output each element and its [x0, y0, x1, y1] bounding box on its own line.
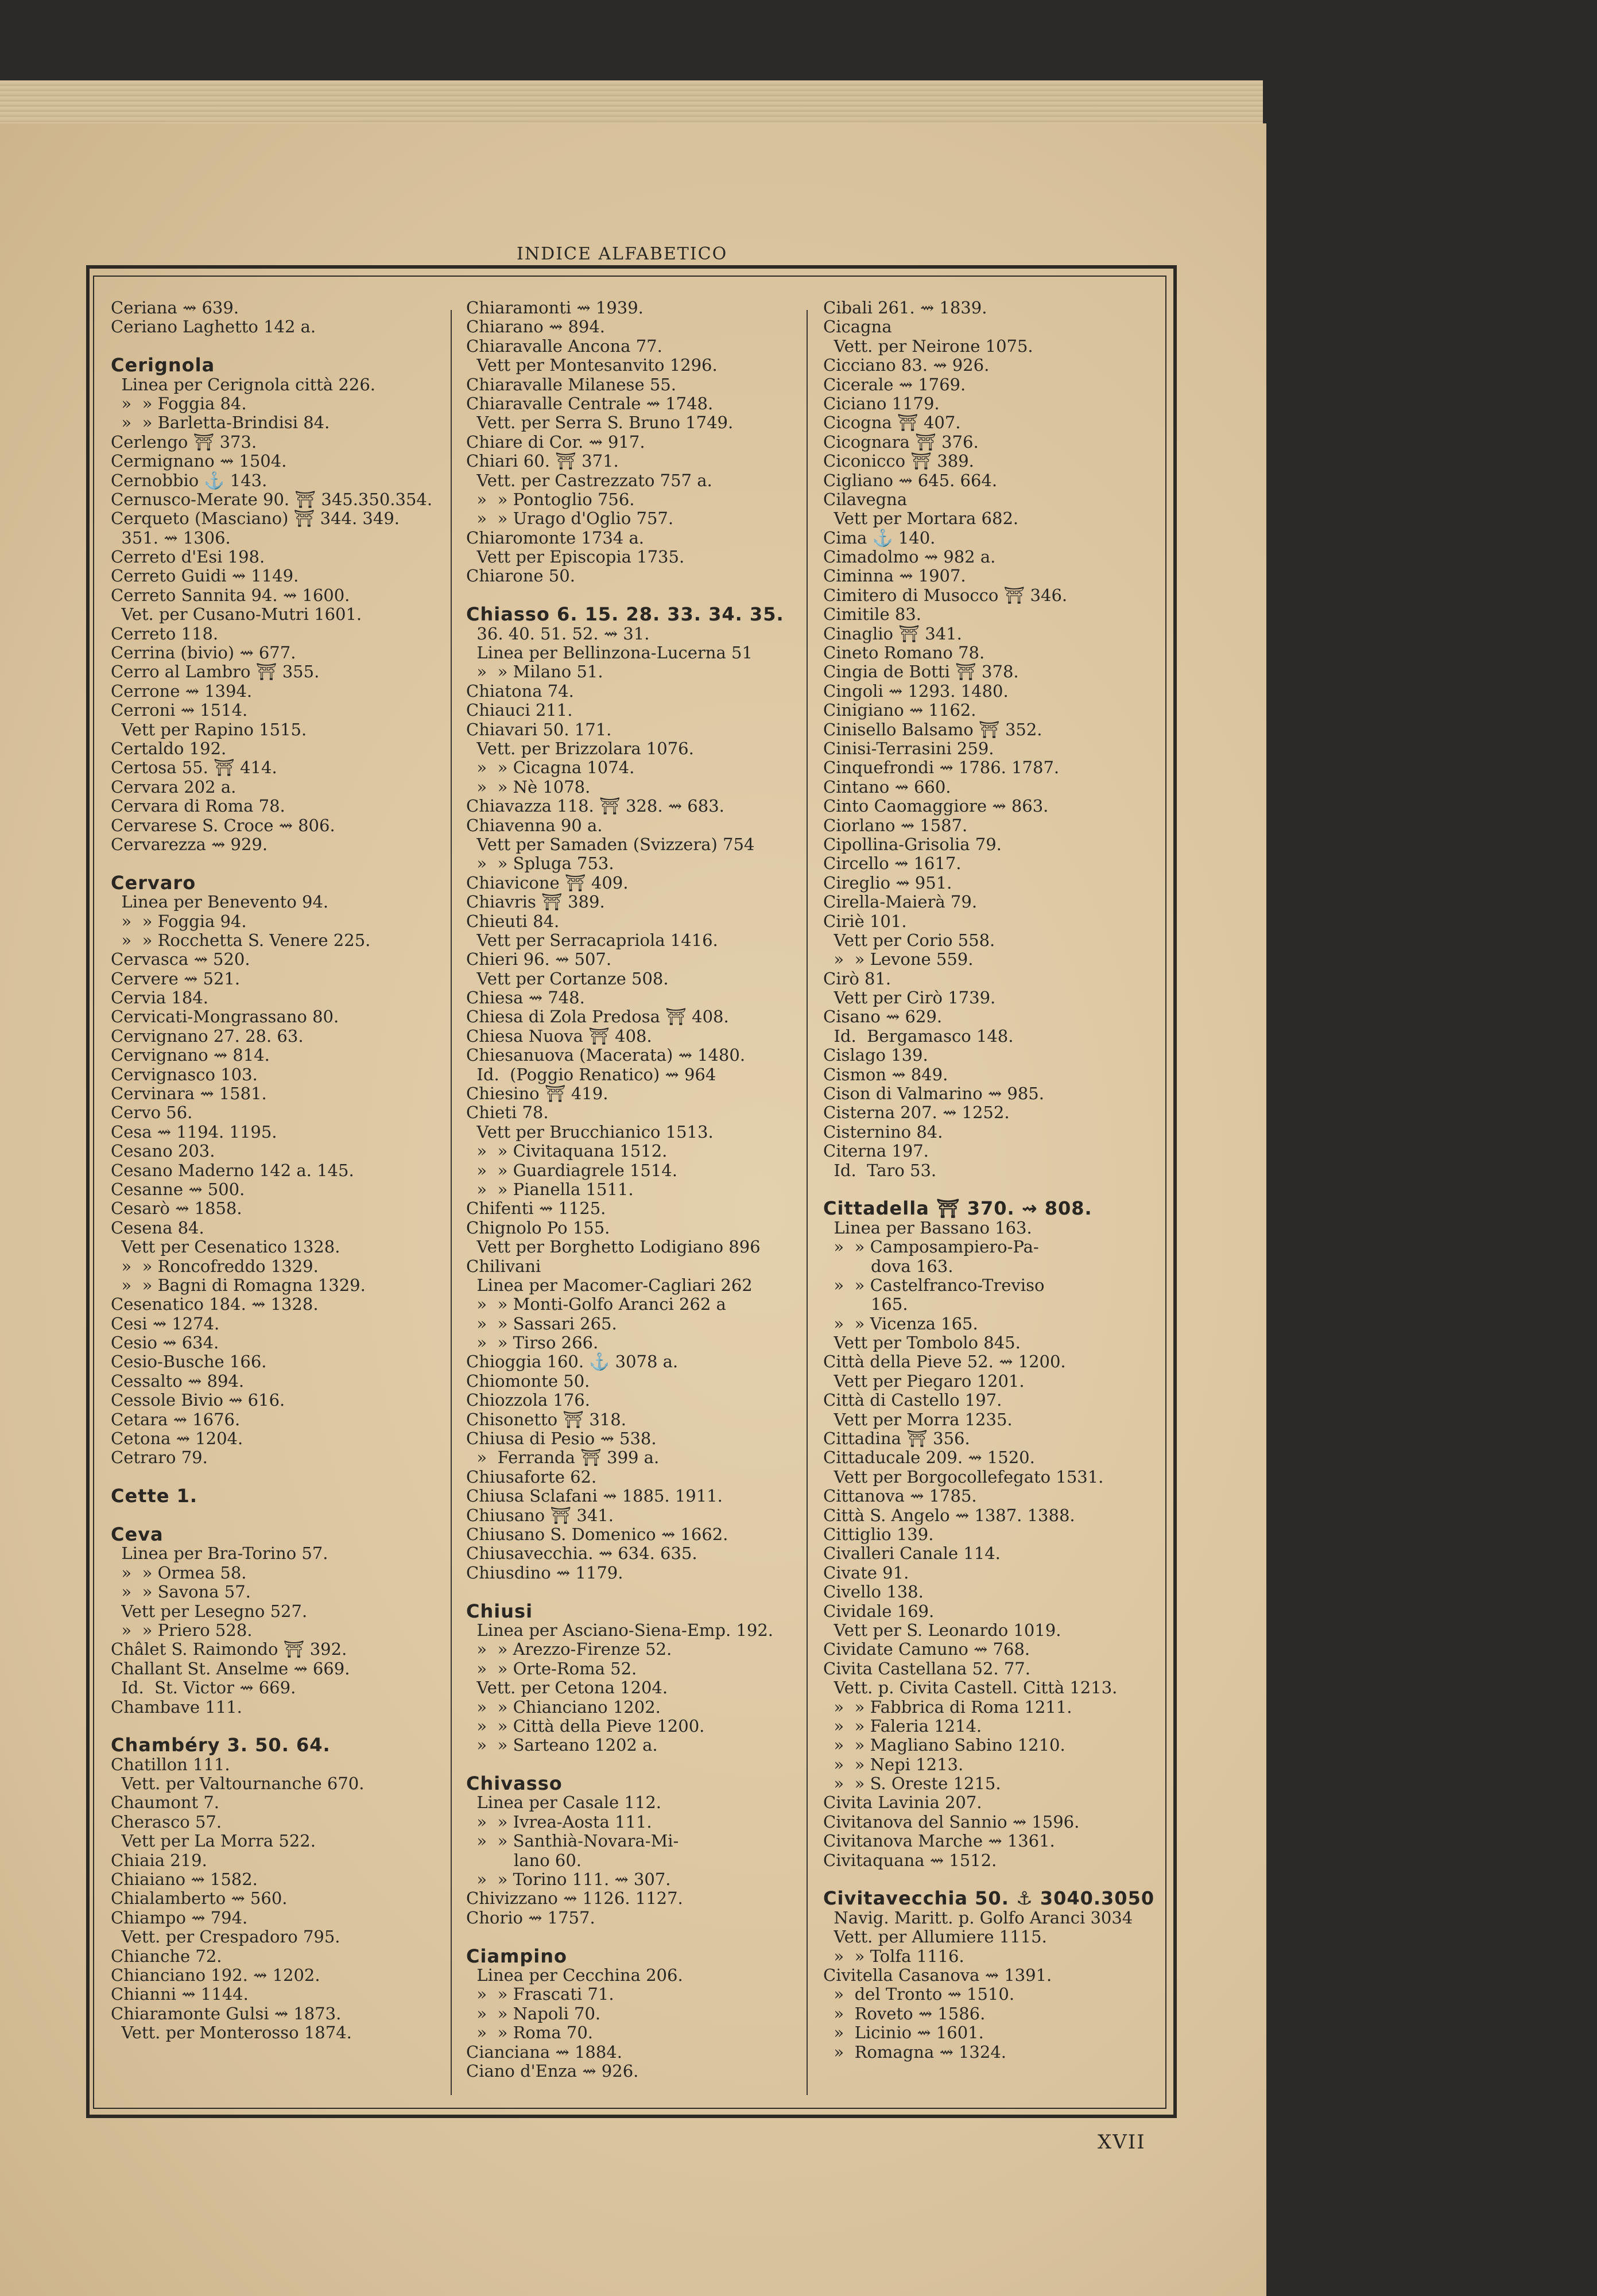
- index-entry: Chiusa di Pesio ⇝ 538.: [466, 1429, 657, 1449]
- index-entry: » » Pianella 1511.: [466, 1179, 634, 1199]
- index-entry: Civitella Casanova ⇝ 1391.: [823, 1965, 1052, 1985]
- index-entry: Civita Castellana 52. 77.: [823, 1658, 1030, 1678]
- index-entry: Chiusano ⛩ 341.: [466, 1505, 614, 1525]
- index-entry: Chieuti 84.: [466, 911, 560, 931]
- index-entry: Cimitile 83.: [823, 604, 921, 625]
- index-entry: Cesanne ⇝ 500.: [111, 1179, 245, 1199]
- index-entry: » Licinio ⇝ 1601.: [823, 2023, 984, 2043]
- index-entry: Cingia de Botti ⛩ 378.: [823, 662, 1019, 682]
- index-entry: Cerreto d'Esi 198.: [111, 547, 265, 567]
- index-entry: Civello 138.: [823, 1582, 924, 1602]
- spacer: [466, 1755, 811, 1774]
- index-entry: 36. 40. 51. 52. ⇝ 31.: [466, 623, 650, 643]
- index-entry: Vett. per Cetona 1204.: [466, 1678, 668, 1698]
- index-entry: Cerroni ⇝ 1514.: [111, 700, 248, 720]
- index-entry: Cisterna 207. ⇝ 1252.: [823, 1103, 1010, 1123]
- index-entry: Linea per Asciano-Siena-Emp. 192.: [466, 1620, 773, 1640]
- index-entry: Chiusaforte 62.: [466, 1467, 597, 1487]
- index-entry: dova 163.: [823, 1256, 953, 1276]
- index-entry: Chiesa Nuova ⛩ 408.: [466, 1026, 652, 1046]
- index-entry: Chisonetto ⛩ 318.: [466, 1409, 626, 1429]
- index-entry: Challant St. Anselme ⇝ 669.: [111, 1658, 350, 1678]
- index-entry: Chiare di Cor. ⇝ 917.: [466, 432, 645, 452]
- index-entry: » » Priero 528.: [111, 1620, 253, 1640]
- spacer: [466, 1927, 811, 1946]
- index-entry: Civate 91.: [823, 1562, 909, 1583]
- index-entry: Cilavegna: [823, 489, 908, 509]
- index-entry: Vett per Morra 1235.: [823, 1409, 1013, 1429]
- index-entry: Cividate Camuno ⇝ 768.: [823, 1639, 1030, 1659]
- index-entry: » del Tronto ⇝ 1510.: [823, 1984, 1015, 2004]
- index-entry: Chieri 96. ⇝ 507.: [466, 949, 612, 969]
- index-entry: Chivizzano ⇝ 1126. 1127.: [466, 1888, 683, 1909]
- index-entry: » » Fabbrica di Roma 1211.: [823, 1697, 1072, 1717]
- index-entry: Cervinara ⇝ 1581.: [111, 1084, 267, 1104]
- index-entry: Vett. per Allumiere 1115.: [823, 1927, 1047, 1947]
- index-entry: Cetona ⇝ 1204.: [111, 1429, 243, 1449]
- index-entry: Vett per Borgocollefegato 1531.: [823, 1467, 1104, 1487]
- index-entry: Linea per Macomer-Cagliari 262: [466, 1275, 753, 1295]
- index-entry: Cesenatico 184. ⇝ 1328.: [111, 1294, 319, 1314]
- index-entry: Cernobbio ⚓ 143.: [111, 470, 268, 490]
- index-entry: » » Sarteano 1202 a.: [466, 1735, 658, 1755]
- index-entry: Circello ⇝ 1617.: [823, 854, 962, 874]
- index-entry: Cervo 56.: [111, 1103, 193, 1123]
- index-entry: Ciorlano ⇝ 1587.: [823, 815, 968, 835]
- index-heading: Chivasso: [466, 1773, 563, 1795]
- index-entry: Chiusdino ⇝ 1179.: [466, 1562, 623, 1583]
- index-entry: Chiaravalle Milanese 55.: [466, 374, 676, 394]
- index-entry: Linea per Cerignola città 226.: [111, 374, 375, 394]
- index-heading: Cerignola: [111, 354, 215, 377]
- index-entry: Cervia 184.: [111, 988, 208, 1008]
- index-entry: Vett per Cesenatico 1328.: [111, 1237, 340, 1257]
- index-entry: » » Levone 559.: [823, 949, 974, 969]
- index-entry: Chignolo Po 155.: [466, 1217, 610, 1238]
- index-entry: Chiari 60. ⛩ 371.: [466, 451, 619, 471]
- index-entry: » » Nepi 1213.: [823, 1754, 964, 1774]
- index-entry: Ciconicco ⛩ 389.: [823, 451, 974, 471]
- index-entry: » » Tolfa 1116.: [823, 1946, 964, 1966]
- index-entry: Cittanova ⇝ 1785.: [823, 1486, 977, 1506]
- index-entry: Cetara ⇝ 1676.: [111, 1409, 241, 1429]
- index-entry: Cervignasco 103.: [111, 1064, 258, 1084]
- index-entry: Cittadina ⛩ 356.: [823, 1429, 970, 1449]
- index-entry: Cintano ⇝ 660.: [823, 777, 951, 797]
- index-entry: Certaldo 192.: [111, 738, 227, 758]
- index-entry: Cesa ⇝ 1194. 1195.: [111, 1122, 277, 1142]
- index-entry: Cherasco 57.: [111, 1812, 222, 1832]
- index-entry: » » Santhià-Novara-Mi-: [466, 1831, 679, 1851]
- index-entry: Id. Bergamasco 148.: [823, 1026, 1014, 1046]
- spacer: [111, 854, 455, 873]
- index-entry: » » Tirso 266.: [466, 1333, 599, 1353]
- index-entry: Cicagna: [823, 317, 892, 337]
- index-entry: » » Napoli 70.: [466, 2003, 601, 2023]
- index-entry: Cerrina (bivio) ⇝ 677.: [111, 643, 296, 663]
- index-entry: Cerreto Guidi ⇝ 1149.: [111, 566, 299, 586]
- index-entry: Vett per Episcopia 1735.: [466, 547, 685, 567]
- index-entry: Vett per Samaden (Svizzera) 754: [466, 834, 755, 854]
- index-entry: » » Urago d'Oglio 757.: [466, 509, 674, 529]
- index-entry: Chiaiano ⇝ 1582.: [111, 1870, 258, 1890]
- index-entry: Chiavenna 90 a.: [466, 815, 603, 835]
- index-entry: Ceriano Laghetto 142 a.: [111, 317, 316, 337]
- index-entry: » » Foggia 94.: [111, 911, 247, 931]
- index-entry: Cineto Romano 78.: [823, 643, 985, 663]
- index-heading: Cittadella ⛩ 370. ⇝ 808.: [823, 1197, 1092, 1220]
- index-entry: » Roveto ⇝ 1586.: [823, 2003, 986, 2023]
- index-entry: Cerlengo ⛩ 373.: [111, 432, 257, 452]
- index-entry: Ciano d'Enza ⇝ 926.: [466, 2061, 639, 2081]
- index-entry: » » Chianciano 1202.: [466, 1697, 661, 1717]
- index-entry: Cesarò ⇝ 1858.: [111, 1199, 242, 1219]
- index-entry: Cesi ⇝ 1274.: [111, 1313, 220, 1333]
- index-entry: Linea per Casale 112.: [466, 1793, 661, 1813]
- index-entry: Ceriana ⇝ 639.: [111, 298, 239, 317]
- index-entry: Ciciano 1179.: [823, 393, 940, 413]
- index-entry: Cibali 261. ⇝ 1839.: [823, 298, 987, 317]
- index-entry: Vett. per Neirone 1075.: [823, 336, 1033, 356]
- index-heading: Cervaro: [111, 871, 196, 894]
- index-heading: Chambéry 3. 50. 64.: [111, 1734, 331, 1756]
- index-entry: » » Vicenza 165.: [823, 1313, 978, 1333]
- index-entry: » » Faleria 1214.: [823, 1716, 982, 1736]
- index-heading: Chiusi: [466, 1600, 533, 1622]
- index-entry: » » Rocchetta S. Venere 225.: [111, 930, 371, 950]
- index-entry: Cirò 81.: [823, 968, 891, 988]
- index-entry: Vett per Tombolo 845.: [823, 1333, 1021, 1353]
- index-heading: Chiasso 6. 15. 28. 33. 34. 35.: [466, 603, 784, 626]
- spacer: [111, 1506, 455, 1525]
- index-entry: » » Arezzo-Firenze 52.: [466, 1639, 672, 1659]
- index-entry: Vett per Rapino 1515.: [111, 719, 307, 739]
- index-entry: Cervasca ⇝ 520.: [111, 949, 250, 969]
- index-entry: Chiusa Sclafani ⇝ 1885. 1911.: [466, 1486, 723, 1506]
- index-entry: Vett per Serracapriola 1416.: [466, 930, 718, 950]
- index-entry: Cinisi-Terrasini 259.: [823, 738, 994, 758]
- index-entry: Cervignano ⇝ 814.: [111, 1045, 270, 1065]
- index-entry: Cittiglio 139.: [823, 1525, 934, 1544]
- index-entry: Chiaia 219.: [111, 1850, 207, 1870]
- index-entry: » » Monti-Golfo Aranci 262 a: [466, 1294, 726, 1314]
- index-entry: » Romagna ⇝ 1324.: [823, 2042, 1006, 2062]
- index-entry: » » Pontoglio 756.: [466, 489, 635, 509]
- page-number: XVII: [1098, 2131, 1146, 2154]
- index-entry: Id. St. Victor ⇝ 669.: [111, 1678, 296, 1698]
- index-entry: Chianciano 192. ⇝ 1202.: [111, 1965, 320, 1985]
- index-entry: » Ferranda ⛩ 399 a.: [466, 1448, 660, 1468]
- index-entry: Cianciana ⇝ 1884.: [466, 2042, 622, 2062]
- index-entry: » » Spluga 753.: [466, 854, 614, 874]
- spacer: [823, 1870, 1168, 1889]
- index-entry: Linea per Bassano 163.: [823, 1217, 1032, 1238]
- index-entry: » » Bagni di Romagna 1329.: [111, 1275, 366, 1295]
- index-entry: Cipollina-Grisolia 79.: [823, 834, 1002, 854]
- index-entry: » » Torino 111. ⇝ 307.: [466, 1870, 671, 1890]
- index-entry: Cerreto 118.: [111, 623, 219, 643]
- index-entry: Cimitero di Musocco ⛩ 346.: [823, 585, 1068, 605]
- index-entry: Civitanova Marche ⇝ 1361.: [823, 1831, 1055, 1851]
- index-entry: Vett per Lesegno 527.: [111, 1601, 308, 1621]
- index-entry: Chiatona 74.: [466, 681, 574, 701]
- index-entry: Città di Castello 197.: [823, 1390, 1002, 1410]
- index-entry: Vett per Montesanvito 1296.: [466, 355, 718, 375]
- index-entry: Chilivani: [466, 1256, 541, 1276]
- index-entry: Cicognara ⛩ 376.: [823, 432, 979, 452]
- index-entry: » » Ormea 58.: [111, 1562, 247, 1583]
- index-entry: Vett per Cortanze 508.: [466, 968, 669, 988]
- index-entry: Chianni ⇝ 1144.: [111, 1984, 249, 2004]
- index-column-2: [466, 298, 811, 2081]
- index-entry: Chiesanuova (Macerata) ⇝ 1480.: [466, 1045, 746, 1065]
- index-entry: Cinto Caomaggiore ⇝ 863.: [823, 796, 1049, 816]
- index-entry: » » Sassari 265.: [466, 1313, 617, 1333]
- index-entry: Chianche 72.: [111, 1946, 222, 1966]
- index-entry: Chioggia 160. ⚓ 3078 a.: [466, 1352, 679, 1372]
- index-entry: Vett per Corio 558.: [823, 930, 995, 950]
- index-entry: Cison di Valmarino ⇝ 985.: [823, 1084, 1044, 1104]
- index-entry: Id. Taro 53.: [823, 1160, 937, 1180]
- index-entry: Cisternino 84.: [823, 1122, 943, 1142]
- index-entry: Cittaducale 209. ⇝ 1520.: [823, 1448, 1035, 1468]
- index-entry: Vett per Borghetto Lodigiano 896: [466, 1237, 761, 1257]
- index-entry: Cicciano 83. ⇝ 926.: [823, 355, 990, 375]
- index-entry: Cirella-Maierà 79.: [823, 892, 978, 912]
- index-entry: Chiavris ⛩ 389.: [466, 892, 605, 912]
- index-entry: Chiaravalle Ancona 77.: [466, 336, 662, 356]
- index-entry: Cesio-Busche 166.: [111, 1352, 267, 1372]
- index-entry: Cesano Maderno 142 a. 145.: [111, 1160, 354, 1180]
- index-entry: Cessalto ⇝ 894.: [111, 1371, 245, 1391]
- index-entry: Cimadolmo ⇝ 982 a.: [823, 547, 996, 567]
- index-entry: Vett per Mortara 682.: [823, 509, 1019, 529]
- index-entry: Citerna 197.: [823, 1141, 929, 1161]
- index-entry: Chiampo ⇝ 794.: [111, 1907, 248, 1927]
- spacer: [111, 337, 455, 356]
- spacer: [823, 1180, 1168, 1199]
- running-head: INDICE ALFABETICO: [517, 244, 728, 264]
- index-entry: Cesena 84.: [111, 1217, 204, 1238]
- index-entry: » » Roncofreddo 1329.: [111, 1256, 319, 1276]
- index-entry: Cerrone ⇝ 1394.: [111, 681, 253, 701]
- index-entry: » » S. Oreste 1215.: [823, 1774, 1001, 1794]
- index-entry: Cessole Bivio ⇝ 616.: [111, 1390, 285, 1410]
- index-entry: Vett. p. Civita Castell. Città 1213.: [823, 1678, 1118, 1698]
- index-column-1: [111, 298, 455, 2043]
- index-entry: Chiarone 50.: [466, 566, 575, 586]
- index-entry: Cermignano ⇝ 1504.: [111, 451, 287, 471]
- index-entry: Cingoli ⇝ 1293. 1480.: [823, 681, 1009, 701]
- index-entry: Civitanova del Sannio ⇝ 1596.: [823, 1812, 1080, 1832]
- index-entry: Chatillon 111.: [111, 1754, 230, 1774]
- index-entry: » » Cicagna 1074.: [466, 758, 635, 778]
- index-entry: » » Frascati 71.: [466, 1984, 614, 2004]
- index-entry: Chifenti ⇝ 1125.: [466, 1199, 606, 1219]
- index-entry: Cislago 139.: [823, 1045, 928, 1065]
- index-heading: Ciampino: [466, 1945, 568, 1967]
- index-entry: » » Roma 70.: [466, 2023, 593, 2043]
- index-entry: Cetraro 79.: [111, 1448, 208, 1468]
- index-entry: Cerreto Sannita 94. ⇝ 1600.: [111, 585, 350, 605]
- index-entry: Cervara 202 a.: [111, 777, 237, 797]
- index-entry: lano 60.: [466, 1850, 582, 1870]
- index-entry: Certosa 55. ⛩ 414.: [111, 758, 277, 778]
- index-entry: » » Camposampiero-Pa-: [823, 1237, 1039, 1257]
- index-entry: Cervarese S. Croce ⇝ 806.: [111, 815, 335, 835]
- index-entry: Chiaramonte Gulsi ⇝ 1873.: [111, 2003, 342, 2023]
- index-entry: Chiozzola 176.: [466, 1390, 590, 1410]
- spacer: [111, 1468, 455, 1487]
- index-column-3: [823, 298, 1168, 2062]
- index-entry: Civita Lavinia 207.: [823, 1793, 982, 1813]
- index-entry: Cinaglio ⛩ 341.: [823, 623, 962, 643]
- index-entry: Cima ⚓ 140.: [823, 528, 936, 548]
- index-entry: Chiomonte 50.: [466, 1371, 590, 1391]
- index-entry: Vett. per Castrezzato 757 a.: [466, 470, 712, 490]
- index-entry: » » Ivrea-Aosta 111.: [466, 1812, 652, 1832]
- index-entry: Chialamberto ⇝ 560.: [111, 1888, 288, 1909]
- index-entry: Châlet S. Raimondo ⛩ 392.: [111, 1639, 347, 1659]
- index-entry: Navig. Maritt. p. Golfo Aranci 3034: [823, 1907, 1133, 1927]
- index-entry: Linea per Bra-Torino 57.: [111, 1543, 328, 1564]
- spacer: [466, 586, 811, 605]
- index-entry: Cinisello Balsamo ⛩ 352.: [823, 719, 1042, 739]
- index-entry: Cisano ⇝ 629.: [823, 1007, 943, 1027]
- index-entry: Cireglio ⇝ 951.: [823, 872, 952, 893]
- index-heading: Ceva: [111, 1523, 164, 1545]
- index-entry: Cividale 169.: [823, 1601, 935, 1621]
- index-entry: » » Savona 57.: [111, 1582, 251, 1602]
- index-entry: Vet. per Cusano-Mutri 1601.: [111, 604, 362, 625]
- index-entry: Cernusco-Merate 90. ⛩ 345.350.354.: [111, 489, 433, 509]
- index-entry: Cervicati-Mongrassano 80.: [111, 1007, 339, 1027]
- index-entry: » » Castelfranco-Treviso: [823, 1275, 1045, 1295]
- index-entry: Cesio ⇝ 634.: [111, 1333, 219, 1353]
- index-entry: Cicogna ⛩ 407.: [823, 413, 961, 433]
- spacer: [111, 1717, 455, 1736]
- index-entry: Linea per Benevento 94.: [111, 892, 329, 912]
- index-entry: » » Barletta-Brindisi 84.: [111, 413, 330, 433]
- index-entry: Chiesino ⛩ 419.: [466, 1084, 608, 1104]
- index-entry: Chiaromonte 1734 a.: [466, 528, 644, 548]
- index-entry: Vett per Brucchianico 1513.: [466, 1122, 714, 1142]
- index-entry: » » Città della Pieve 1200.: [466, 1716, 705, 1736]
- index-entry: » » Magliano Sabino 1210.: [823, 1735, 1065, 1755]
- index-entry: Vett. per Crespadoro 795.: [111, 1927, 340, 1947]
- index-entry: Chaumont 7.: [111, 1793, 220, 1813]
- index-entry: Cervara di Roma 78.: [111, 796, 285, 816]
- index-entry: Chiusavecchia. ⇝ 634. 635.: [466, 1543, 697, 1564]
- index-entry: Cigliano ⇝ 645. 664.: [823, 470, 998, 490]
- index-heading: Civitavecchia 50. ⚓ 3040.3050: [823, 1887, 1155, 1910]
- index-entry: Vett per Cirò 1739.: [823, 988, 996, 1008]
- index-entry: » » Nè 1078.: [466, 777, 591, 797]
- index-entry: Chambave 111.: [111, 1697, 242, 1717]
- index-entry: » » Foggia 84.: [111, 393, 247, 413]
- index-entry: Chiesa di Zola Predosa ⛩ 408.: [466, 1007, 729, 1027]
- index-entry: Chiaravalle Centrale ⇝ 1748.: [466, 393, 714, 413]
- index-entry: Vett per S. Leonardo 1019.: [823, 1620, 1061, 1640]
- index-entry: Ciriè 101.: [823, 911, 907, 931]
- index-entry: 351. ⇝ 1306.: [111, 528, 231, 548]
- index-entry: Chiarano ⇝ 894.: [466, 317, 606, 337]
- index-entry: Vett. per Serra S. Bruno 1749.: [466, 413, 734, 433]
- index-entry: Chiesa ⇝ 748.: [466, 988, 585, 1008]
- index-entry: Chiusano S. Domenico ⇝ 1662.: [466, 1525, 728, 1544]
- index-entry: Cerro al Lambro ⛩ 355.: [111, 662, 320, 682]
- index-entry: Vett. per Brizzolara 1076.: [466, 738, 694, 758]
- index-heading: Cette 1.: [111, 1485, 198, 1507]
- index-entry: Chiavicone ⛩ 409.: [466, 872, 629, 893]
- index-entry: Id. (Poggio Renatico) ⇝ 964: [466, 1064, 716, 1084]
- index-entry: Civitaquana ⇝ 1512.: [823, 1850, 997, 1870]
- index-entry: Cervere ⇝ 521.: [111, 968, 241, 988]
- index-entry: Chiavazza 118. ⛩ 328. ⇝ 683.: [466, 796, 724, 816]
- index-entry: » » Orte-Roma 52.: [466, 1658, 637, 1678]
- index-entry: Cervignano 27. 28. 63.: [111, 1026, 304, 1046]
- index-entry: Ciminna ⇝ 1907.: [823, 566, 966, 586]
- index-entry: Vett per La Morra 522.: [111, 1831, 316, 1851]
- index-entry: Chieti 78.: [466, 1103, 549, 1123]
- index-entry: Vett. per Valtournanche 670.: [111, 1774, 365, 1794]
- index-entry: Cinigiano ⇝ 1162.: [823, 700, 976, 720]
- index-entry: Cesano 203.: [111, 1141, 215, 1161]
- index-entry: Linea per Bellinzona-Lucerna 51: [466, 643, 753, 663]
- index-entry: Chiauci 211.: [466, 700, 573, 720]
- index-entry: Cismon ⇝ 849.: [823, 1064, 948, 1084]
- index-entry: Linea per Cecchina 206.: [466, 1965, 683, 1985]
- index-entry: Vett per Piegaro 1201.: [823, 1371, 1025, 1391]
- index-entry: Civalleri Canale 114.: [823, 1543, 1001, 1564]
- index-entry: » » Civitaquana 1512.: [466, 1141, 668, 1161]
- index-entry: » » Guardiagrele 1514.: [466, 1160, 677, 1180]
- index-entry: Chorio ⇝ 1757.: [466, 1907, 595, 1927]
- index-entry: 165.: [823, 1294, 908, 1314]
- index-entry: Cicerale ⇝ 1769.: [823, 374, 966, 394]
- index-entry: » » Milano 51.: [466, 662, 603, 682]
- index-entry: Cervarezza ⇝ 929.: [111, 834, 268, 854]
- index-entry: Cerqueto (Masciano) ⛩ 344. 349.: [111, 509, 400, 529]
- index-entry: Vett. per Monterosso 1874.: [111, 2023, 352, 2043]
- index-entry: Chiavari 50. 171.: [466, 719, 612, 739]
- index-entry: Cinquefrondi ⇝ 1786. 1787.: [823, 758, 1060, 778]
- index-entry: Città S. Angelo ⇝ 1387. 1388.: [823, 1505, 1075, 1525]
- index-entry: Chiaramonti ⇝ 1939.: [466, 298, 644, 317]
- index-entry: Città della Pieve 52. ⇝ 1200.: [823, 1352, 1066, 1372]
- spacer: [466, 1583, 811, 1601]
